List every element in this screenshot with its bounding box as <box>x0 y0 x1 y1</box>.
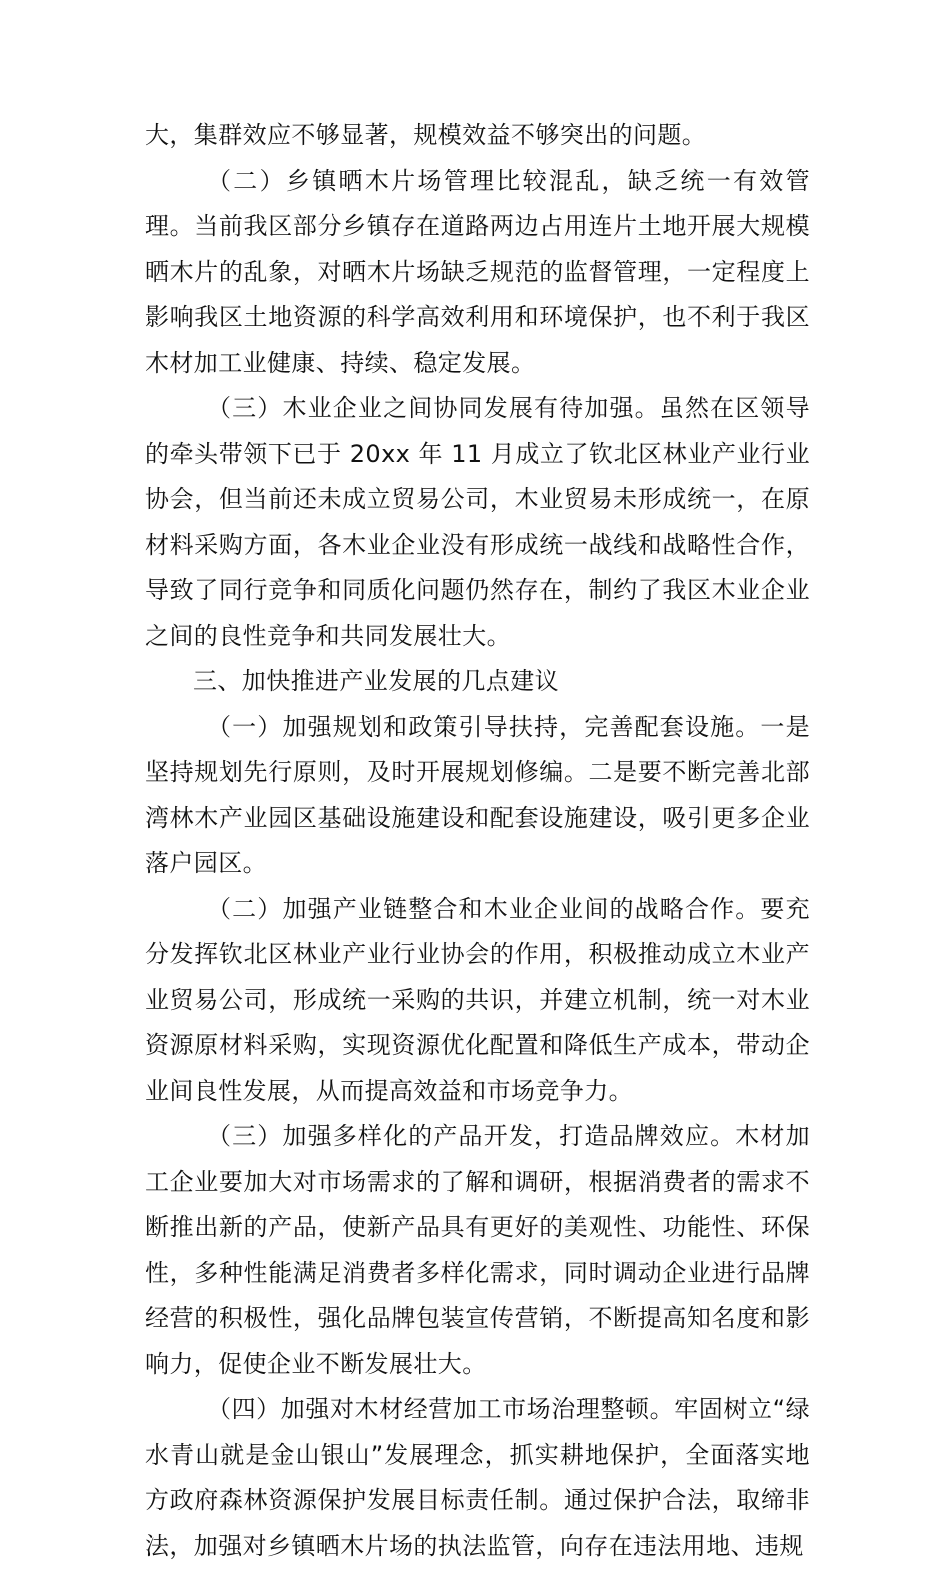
paragraph-suggestion-1: （一）加强规划和政策引导扶持，完善配套设施。一是坚持规划先行原则，及时开展规划修编。二是要不断完善北部湾林木产业园区基础设施建设和配套设施建设，吸引更多企业落户园区。 <box>145 712 810 877</box>
paragraph-suggestion-3: （三）加强多样化的产品开发，打造品牌效应。木材加工企业要加大对市场需求的了解和调研，根据消费者的需求不断推出新的产品，使新产品具有更好的美观性、功能性、环保性，多种性能满足消费者多样化需求，同时调动企业进行品牌经营的积极性，强化品牌包装宣传营销，不断提高知名度和影响力，促使企业不断发展壮大。 <box>145 1122 810 1378</box>
document-body <box>145 113 810 1569</box>
paragraph-issue-3: （三）木业企业之间协同发展有待加强。虽然在区领导的牵头带领下已于 20xx 年 11 月成立了钦北区林业产业行业协会，但当前还未成立贸易公司，木业贸易未形成统一，在原材料采购方面，各木业企业没有形成统一战线和战略性合作，导致了同行竞争和同质化问题仍然存在，制约了我区木业企业之间的良性竞争和共同发展壮大。 <box>145 394 810 650</box>
section-heading-suggestions: 三、加快推进产业发展的几点建议 <box>193 667 559 695</box>
paragraph-suggestion-4: （四）加强对木材经营加工市场治理整顿。牢固树立“绿水青山就是金山银山”发展理念，抓实耕地保护，全面落实地方政府森林资源保护发展目标责任制。通过保护合法，取缔非法，加强对乡镇晒木片场的执法监管，向存在违法用地、违规 <box>145 1395 810 1560</box>
paragraph-issue-2: （二）乡镇晒木片场管理比较混乱，缺乏统一有效管理。当前我区部分乡镇存在道路两边占用连片土地开展大规模晒木片的乱象，对晒木片场缺乏规范的监督管理，一定程度上影响我区土地资源的科学高效利用和环境保护，也不利于我区木材加工业健康、持续、稳定发展。 <box>145 166 810 377</box>
paragraph-continuation: 大，集群效应不够显著，规模效益不够突出的问题。 <box>145 121 707 149</box>
paragraph-suggestion-2: （二）加强产业链整合和木业企业间的战略合作。要充分发挥钦北区林业产业行业协会的作用，积极推动成立木业产业贸易公司，形成统一采购的共识，并建立机制，统一对木业资源原材料采购，实现资源优化配置和降低生产成本，带动企业间良性发展，从而提高效益和市场竞争力。 <box>145 894 810 1105</box>
